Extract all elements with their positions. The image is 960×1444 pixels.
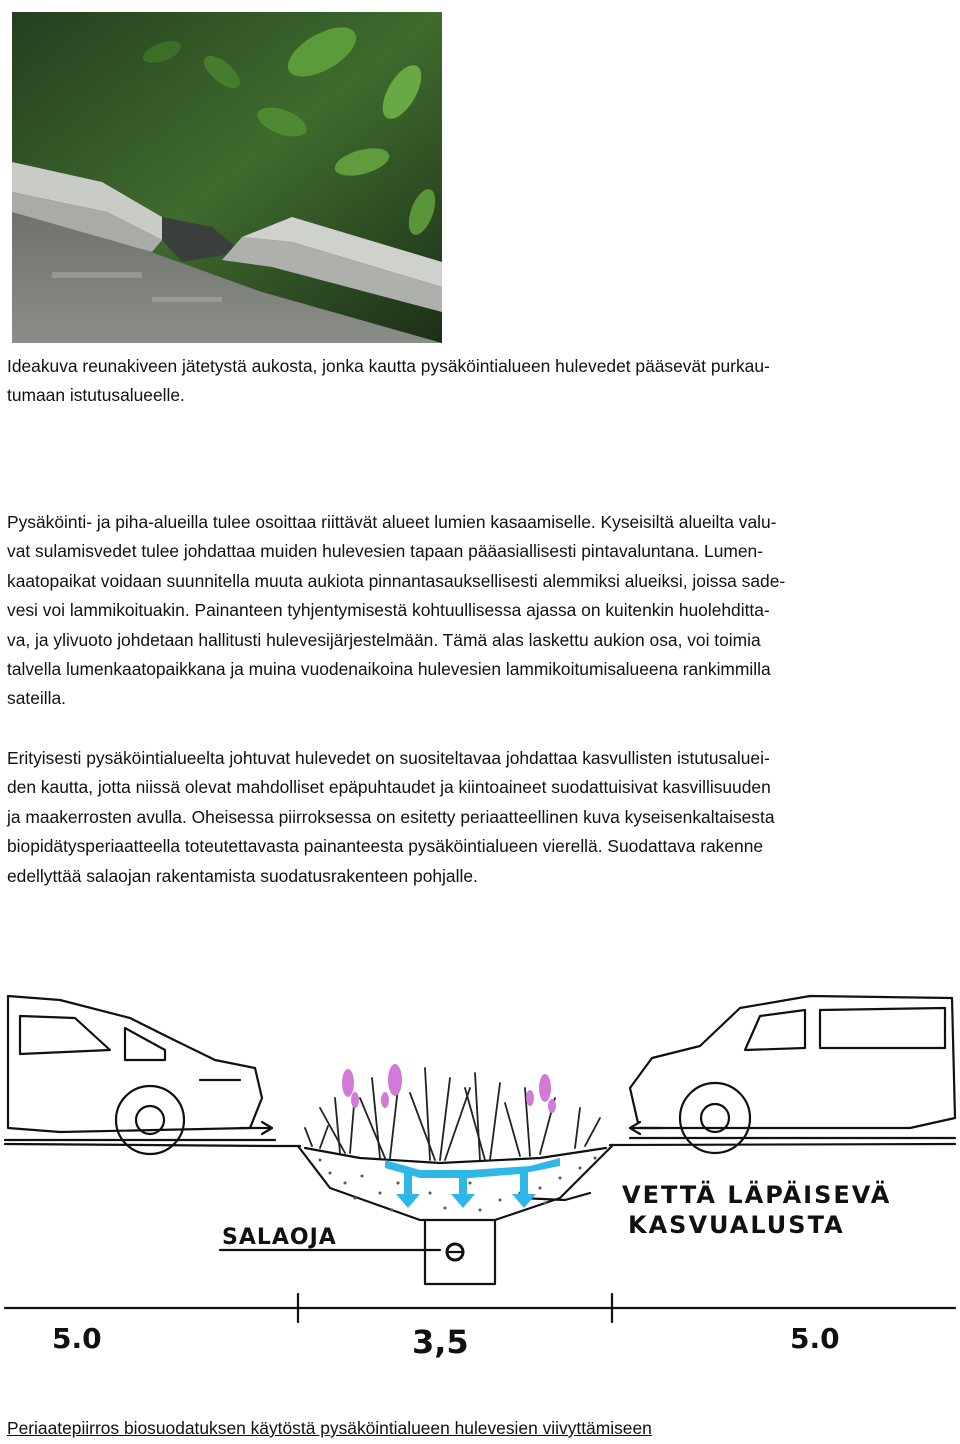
dimension-center: 3,5 [412,1323,469,1361]
curb-opening-photo [12,12,442,343]
text-line: edellyttää salaojan rakentamista suodatusrakenteen pohjalle. [7,865,478,886]
snow-paragraph [7,508,953,714]
parking-paragraph [7,744,953,891]
photo-caption-line: Ideakuva reunakiveen jätetystä aukosta, jonka kautta pysäköintialueen hulevedet pääsevät purkau- [7,356,770,376]
text-line: ja maakerrosten avulla. Oheisessa piirroksessa on esitetty periaatteellinen kuva kyseisenkaltaisesta [7,806,775,827]
photo-caption [7,352,953,411]
text-line: Pysäköinti- ja piha-alueilla tulee osoittaa riittävät alueet lumien kasaamiselle. Kyseisiltä alueilta valu- [7,512,777,532]
diagram-caption-text: Periaatepiirros biosuodatuksen käytöstä pysäköintialueen hulevesien viivyttämiseen [7,1418,652,1438]
dimension-right: 5.0 [790,1322,840,1355]
text-line: sateilla. [7,688,66,709]
text-line: biopidätysperiaatteella toteutettavasta painanteesta pysäköintialueen vierellä. Suodattava rakenne [7,836,764,857]
left-car-icon [8,996,262,1154]
photo-caption-line: tumaan istutusalueelle. [7,385,185,406]
dimension-left: 5.0 [52,1322,102,1355]
text-line: kaatopaikat voidaan suunnitella muuta aukiota pinnantasauksellisesti alemmiksi alueiksi, joissa sade- [7,570,786,591]
permeable-label: VETTÄ LÄPÄISEVÄ [622,1181,892,1209]
drain-label: SALAOJA [222,1225,337,1250]
text-line: talvella lumenkaatopaikkana ja muina vuodenaikoina hulevesien lammikoitumisalueena rankimmilla [7,659,771,680]
text-line: vesi voi lammikoituakin. Painanteen tyhjentymisestä kohtuullisessa ajassa on kuitenkin huolehditta- [7,600,770,621]
infiltration-arrows [396,1172,536,1208]
text-line: va, ja ylivuoto johdetaan hallitusti hulevesijärjestelmään. Tämä alas laskettu aukion osa, voi toimia [7,629,761,650]
growth-medium-label: KASVUALUSTA [628,1211,845,1239]
diagram-caption [7,1414,953,1443]
text-line: vat sulamisvedet tulee johdattaa muiden hulevesien tapaan pääasiallisesti pintavaluntana. Lumen- [7,541,764,562]
text-line: Erityisesti pysäköintialueelta johtuvat hulevedet on suositeltavaa johdattaa kasvullisten istutusaluei- [7,748,770,768]
text-line: den kautta, jotta niissä olevat mahdolliset epäpuhtaudet ja kiintoaineet suodattuisivat kasvillisuuden [7,777,771,798]
right-car-icon [630,996,955,1153]
bioretention-diagram [0,988,960,1373]
